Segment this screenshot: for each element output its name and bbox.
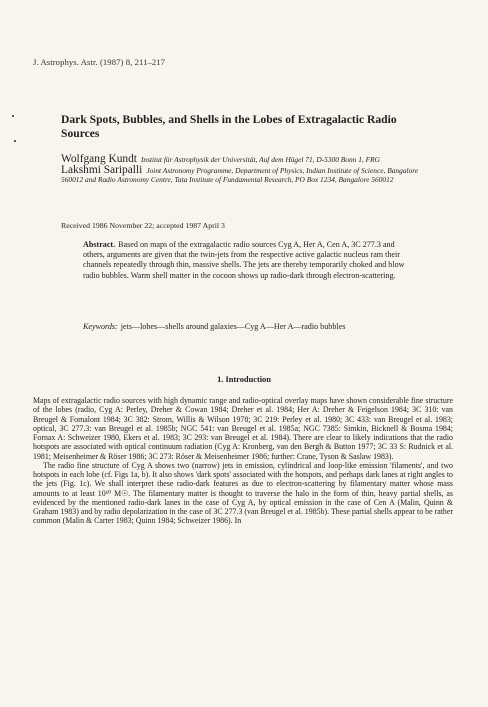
author-list — [61, 155, 426, 187]
section-heading: 1. Introduction — [217, 375, 271, 384]
paragraph: Maps of extragalactic radio sources with high dynamic range and radio-optical overlay maps have shown considerable fine structure of the lobes (radio, Cyg A: Perley, Dreher & Cowan 1984; Dreher et al. 1984; Her A: Dreher & Feigelson 1984; 3C 310: van Breugel & Fomalont 1984; 3C 382: Strom, Willis & Wilson 1978; 3C 219: Perley et al. 1980; 3C 433: van Breugel et al. 1983; optical, 3C 277.3: van Breugel et al. 1985b; NGC 541: van Breugel et al. 1985a; NGC 7385: Simkin, Bicknell & Bosma 1984; Fornax A: Schweizer 1980, Ekers et al. 1983; 3C 293: van Breugel et al. 1984). There are clear to likely indications that the radio hotspots are associated with optical continuum radiation (Cyg A: Kronberg, van den Bergh & Button 1977; 3C 33 S: Rudnick et al. 1981; Meisenheimer & Röser 1986; 3C 273: Röser & Meisenheimer 1986; further: Crane, Tyson & Saslaw 1983). — [33, 396, 453, 461]
author-entry — [61, 155, 426, 164]
body-text — [33, 396, 453, 526]
author-affiliation: Institut für Astrophysik der Universität, Auf dem Hügel 71, D-5300 Bonn 1, FRG — [140, 155, 380, 164]
abstract — [83, 240, 415, 281]
author-name: Wolfgang Kundt — [61, 153, 137, 165]
scan-mark — [12, 115, 14, 117]
abstract-text: Based on maps of the extragalactic radio sources Cyg A, Her A, Cen A, 3C 277.3 and others, arguments are given that the twin-jets from the respective active galactic nucleus ram their channels repeatedly through thin, massive shells. The jets are thereby temporarily choked and blow radio bubbles. Warm shell matter in the cocoon shows up radio-dark through electron-scattering. — [83, 240, 405, 280]
keywords-label: Keywords: — [83, 322, 118, 331]
author-affiliation: Joint Astronomy Programme, Department of Physics, Indian Institute of Science, Bangalore 560012 and Radio Astronomy Centre, Tata Institute of Fundamental Research, PO Box 1234, Bangalore 560012 — [61, 166, 419, 185]
author-name: Lakshmi Saripalli — [61, 164, 143, 177]
author-entry — [61, 166, 426, 184]
keywords — [83, 322, 415, 332]
paragraph: The radio fine structure of Cyg A shows two (narrow) jets in emission, cylindrical and loop-like emission 'filaments', and two hotspots in each lobe (cf. Figs 1a, b). It also shows 'dark spots' associated with the hotspots, and perhaps dark lanes at right angles to the jets (Fig. 1c). We shall interpret these radio-dark features as due to electron-scattering by filamentary matter whose mass amounts to at least 10¹⁰ M☉. The filamentary matter is thought to traverse the halo in the form of thin, heavy partial shells, as evidenced by the mentioned radio-dark lanes in the case of Cyg A, by optical emission in the case of Cen A (Malin, Quinn & Graham 1983) and by radio depolarization in the case of 3C 277.3 (van Breugel et al. 1985b). These partial shells appear to be rather common (Malin & Carter 1983; Quinn 1984; Schweizer 1986). In — [33, 460, 453, 526]
scan-mark — [14, 140, 16, 142]
abstract-label: Abstract. — [83, 240, 116, 249]
journal-citation: J. Astrophys. Astr. (1987) 8, 211–217 — [33, 57, 166, 67]
keywords-text: jets—lobes—shells around galaxies—Cyg A—Her A—radio bubbles — [120, 322, 346, 331]
received-dates: Received 1986 November 22; accepted 1987 April 3 — [61, 221, 225, 230]
paper-title: Dark Spots, Bubbles, and Shells in the Lobes of Extragalactic Radio Sources — [61, 113, 397, 140]
